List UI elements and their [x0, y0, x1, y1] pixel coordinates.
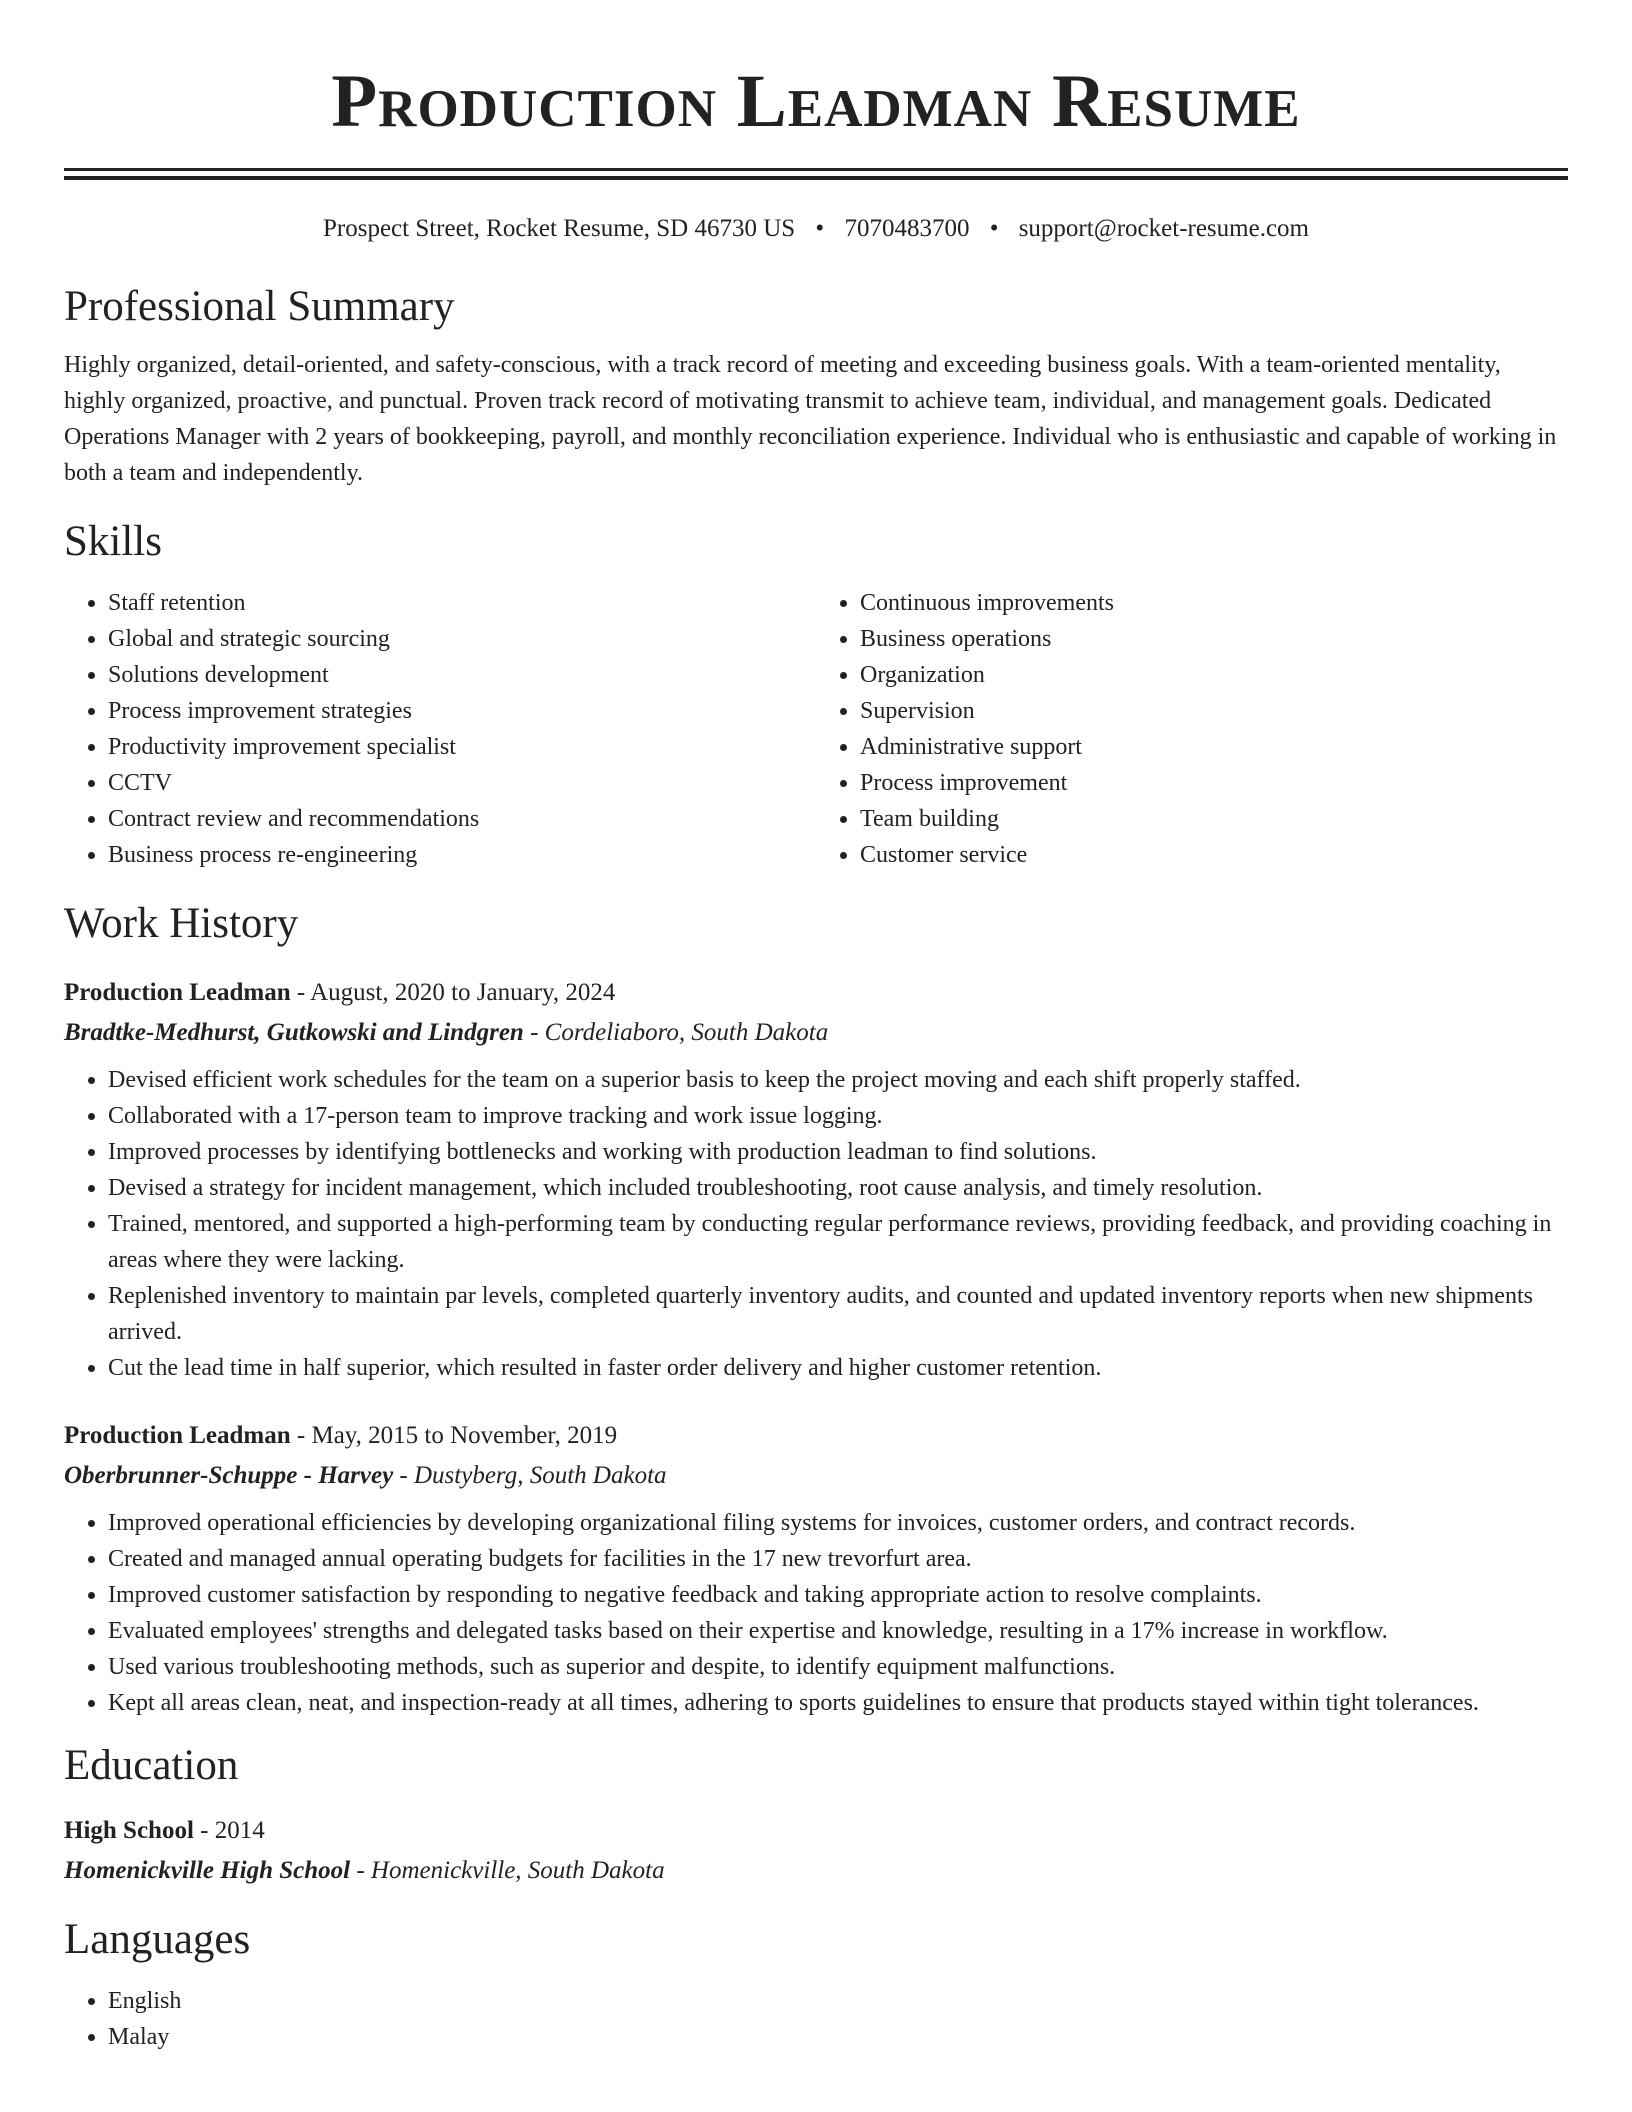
employer-line — [64, 1456, 1568, 1496]
education-entry — [64, 1811, 1568, 1891]
graduation-year: - 2014 — [193, 1817, 265, 1844]
summary-text: Highly organized, detail-oriented, and safety-conscious, with a track record of meeting and exceeding business goals. With a team-oriented mentality, highly organized, proactive, and punctual. Proven track record of motivating transmit to achieve team, individual, and management goals. Dedicated Operations Manager with 2 years of bookkeeping, payroll, and monthly reconciliation experience. Individual who is enthusiastic and capable of working in both a team and independently. — [64, 352, 1557, 486]
employer-name: Bradtke-Medhurst, Gutkowski and Lindgren — [64, 1019, 524, 1046]
skill-item: • Team building — [860, 801, 1568, 837]
languages-heading: Languages — [64, 1916, 251, 1963]
skill-item: • Business process re-engineering — [108, 837, 816, 873]
job-title: Production Leadman — [64, 1422, 291, 1449]
skill-item: • Business operations — [860, 621, 1568, 657]
work-history-heading: Work History — [64, 900, 299, 947]
employer-line — [64, 1013, 1568, 1053]
skill-item: • Administrative support — [860, 729, 1568, 765]
skills-right-list — [816, 585, 1568, 873]
job-title-line — [64, 973, 1568, 1013]
skill-item: • Contract review and recommendations — [108, 801, 816, 837]
contact-email: support@rocket-resume.com — [1018, 215, 1309, 242]
skill-item: • Productivity improvement specialist — [108, 729, 816, 765]
skill-item: • Global and strategic sourcing — [108, 621, 816, 657]
job-title: Production Leadman — [64, 979, 291, 1006]
languages-list — [64, 1983, 1568, 2055]
job-bullet: • Improved processes by identifying bottlenecks and working with production leadman to find solutions. — [108, 1134, 1568, 1170]
skill-item: • CCTV — [108, 765, 816, 801]
contact-phone: 7070483700 — [844, 215, 970, 242]
skill-item: • Customer service — [860, 837, 1568, 873]
job-bullet: • Collaborated with a 17-person team to improve tracking and work issue logging. — [108, 1098, 1568, 1134]
skill-item: • Staff retention — [108, 585, 816, 621]
job-entry — [64, 1416, 1568, 1721]
language-item: • English — [108, 1983, 1568, 2019]
employer-location: - Dustyberg, South Dakota — [393, 1462, 667, 1489]
skill-item: • Solutions development — [108, 657, 816, 693]
contact-address: Prospect Street, Rocket Resume, SD 46730 US — [322, 215, 796, 242]
job-title-line — [64, 1416, 1568, 1456]
skill-item: • Continuous improvements — [860, 585, 1568, 621]
job-dates: - August, 2020 to January, 2024 — [290, 979, 616, 1006]
skill-item: • Process improvement — [860, 765, 1568, 801]
skills-heading: Skills — [64, 518, 162, 565]
degree-line — [64, 1811, 1568, 1851]
employer-location: - Cordeliaboro, South Dakota — [523, 1019, 829, 1046]
summary-heading: Professional Summary — [64, 283, 455, 330]
job-entry — [64, 973, 1568, 1386]
employer-name: Oberbrunner-Schuppe - Harvey — [64, 1462, 394, 1489]
language-item: • Malay — [108, 2019, 1568, 2055]
job-bullet: • Devised a strategy for incident management, which included troubleshooting, root cause analysis, and timely resolution. — [108, 1170, 1568, 1206]
title-divider-bottom — [64, 176, 1568, 180]
school-location: - Homenickville, South Dakota — [350, 1857, 665, 1884]
contact-line — [64, 213, 1568, 245]
job-bullet: • Evaluated employees' strengths and delegated tasks based on their expertise and knowledge, resulting in a 17% increase in workflow. — [108, 1613, 1568, 1649]
degree: High School — [64, 1817, 194, 1844]
job-bullet: • Devised efficient work schedules for the team on a superior basis to keep the project moving and each shift properly staffed. — [108, 1062, 1568, 1098]
job-bullet: • Created and managed annual operating budgets for facilities in the 17 new trevorfurt area. — [108, 1541, 1568, 1577]
job-bullet: • Kept all areas clean, neat, and inspection-ready at all times, adhering to sports guidelines to ensure that products stayed within tight tolerances. — [108, 1685, 1568, 1721]
school-name: Homenickville High School — [64, 1857, 351, 1884]
contact-separator: • — [989, 215, 999, 242]
skill-item: • Supervision — [860, 693, 1568, 729]
job-bullets — [64, 1062, 1568, 1386]
skills-left-list — [64, 585, 816, 873]
skills-columns — [64, 585, 1568, 873]
education-heading: Education — [64, 1742, 239, 1789]
skill-item: • Process improvement strategies — [108, 693, 816, 729]
job-bullets — [64, 1505, 1568, 1721]
school-line — [64, 1851, 1568, 1891]
job-bullet: • Used various troubleshooting methods, such as superior and despite, to identify equipment malfunctions. — [108, 1649, 1568, 1685]
job-bullet: • Improved operational efficiencies by developing organizational filing systems for invoices, customer orders, and contract records. — [108, 1505, 1568, 1541]
job-bullet: • Replenished inventory to maintain par levels, completed quarterly inventory audits, and counted and updated inventory reports when new shipments arrived. — [108, 1278, 1568, 1350]
job-bullet: • Cut the lead time in half superior, which resulted in faster order delivery and higher customer retention. — [108, 1350, 1568, 1386]
job-bullet: • Trained, mentored, and supported a high-performing team by conducting regular performance reviews, providing feedback, and providing coaching in areas where they were lacking. — [108, 1206, 1568, 1278]
contact-separator: • — [815, 215, 825, 242]
title-divider-top — [64, 168, 1568, 171]
resume-title: Production Leadman Resume — [331, 60, 1301, 143]
job-bullet: • Improved customer satisfaction by responding to negative feedback and taking appropriate action to resolve complaints. — [108, 1577, 1568, 1613]
job-dates: - May, 2015 to November, 2019 — [290, 1422, 618, 1449]
skill-item: • Organization — [860, 657, 1568, 693]
